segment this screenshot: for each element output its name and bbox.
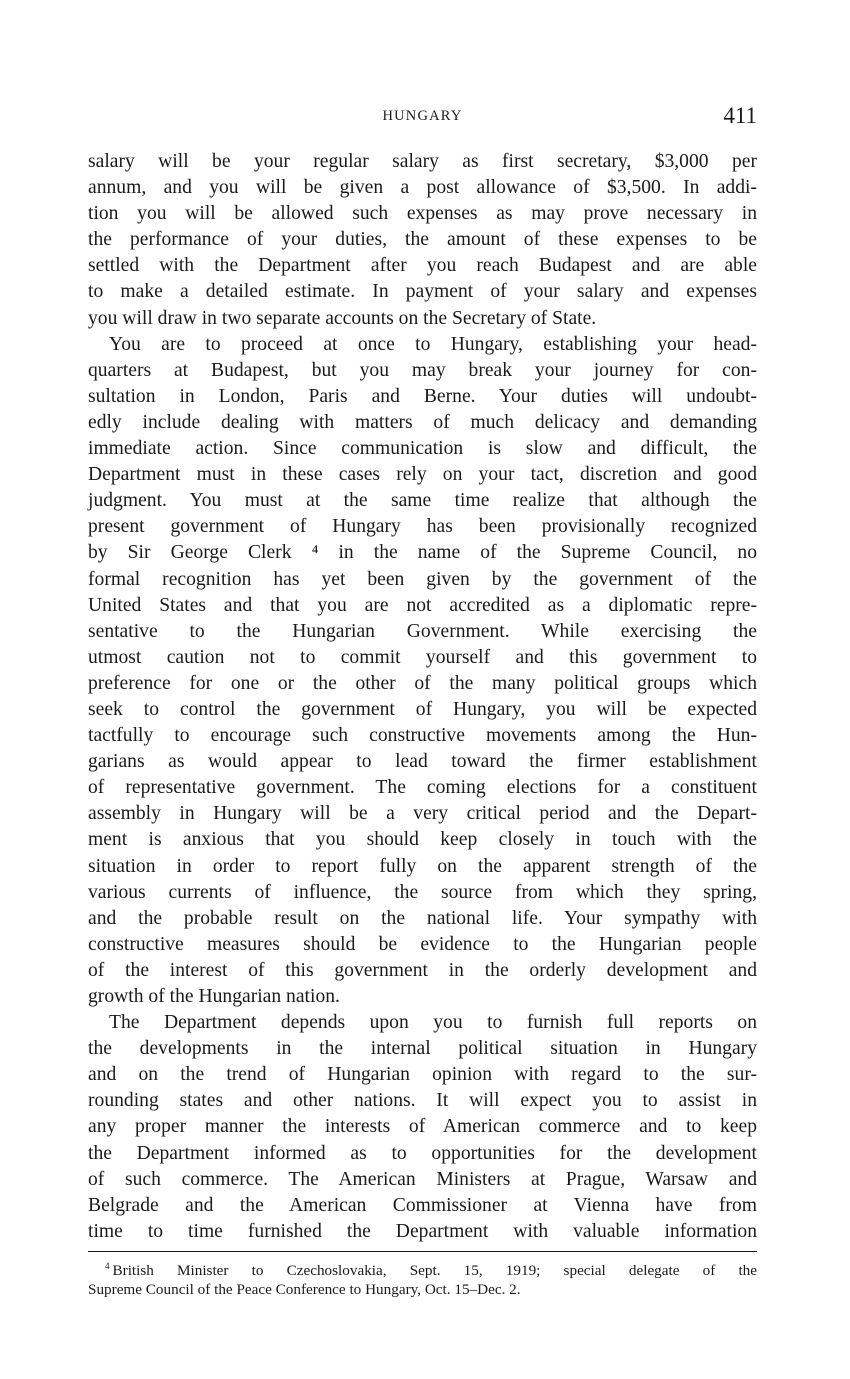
text-line: present government of Hungary has been provisionally recognized: [88, 516, 757, 538]
text-line: various currents of influence, the source from which they spring,: [88, 881, 757, 903]
body-text: [88, 149, 757, 1245]
text-line: to make a detailed estimate. In payment of your salary and expenses: [88, 281, 757, 303]
text-line: assembly in Hungary will be a very critical period and the Depart-: [88, 803, 757, 825]
page-number: 411: [723, 103, 757, 128]
text-line: of such commerce. The American Ministers at Prague, Warsaw and: [88, 1168, 757, 1190]
footnote-line: Supreme Council of the Peace Conference to Hungary, Oct. 15–Dec. 2.: [88, 1280, 521, 1298]
text-line: you will draw in two separate accounts on the Secretary of State.: [88, 307, 597, 329]
footnote-text: British Minister to Czechoslovakia, Sept. 15, 1919; special delegate of the: [112, 1262, 757, 1279]
text-line: judgment. You must at the same time realize that although the: [88, 490, 757, 512]
text-line: You are to proceed at once to Hungary, establishing your head-: [109, 333, 757, 355]
text-line: settled with the Department after you reach Budapest and are able: [88, 255, 757, 277]
paragraph-2: [88, 332, 757, 1010]
text-line: sentative to the Hungarian Government. While exercising the: [88, 620, 757, 642]
text-line: of representative government. The coming elections for a constituent: [88, 777, 757, 799]
running-title: HUNGARY: [382, 108, 463, 124]
footnote-rule: [88, 1251, 757, 1252]
text-line: of the interest of this government in the orderly development and: [88, 959, 757, 981]
text-line: ment is anxious that you should keep closely in touch with the: [88, 829, 757, 851]
text-line: garians as would appear to lead toward the firmer establishment: [88, 751, 757, 773]
text-line: tion you will be allowed such expenses as may prove necessary in: [88, 203, 757, 225]
text-line: quarters at Budapest, but you may break your journey for con-: [88, 359, 757, 381]
paragraph-1: [88, 149, 757, 332]
text-line: any proper manner the interests of American commerce and to keep: [88, 1116, 757, 1138]
text-line: immediate action. Since communication is slow and difficult, the: [88, 438, 757, 460]
text-line: and the probable result on the national life. Your sympathy with: [88, 907, 757, 929]
text-line: tactfully to encourage such constructive movements among the Hun-: [88, 725, 757, 747]
text-line: situation in order to report fully on the apparent strength of the: [88, 855, 757, 877]
text-line: The Department depends upon you to furnish full reports on: [109, 1012, 757, 1034]
paragraph-3: [88, 1010, 757, 1245]
text-line: preference for one or the other of the many political groups which: [88, 672, 757, 694]
text-line: the developments in the internal political situation in Hungary: [88, 1038, 757, 1060]
footnote: [88, 1262, 757, 1299]
text-line: edly include dealing with matters of much delicacy and demanding: [88, 411, 757, 433]
text-line: sultation in London, Paris and Berne. Your duties will undoubt-: [88, 385, 757, 407]
text-line: salary will be your regular salary as first secretary, $3,000 per: [88, 151, 757, 172]
text-line: by Sir George Clerk ⁴ in the name of the Supreme Council, no: [88, 542, 757, 564]
text-line: time to time furnished the Department with valuable information: [88, 1220, 757, 1242]
running-head: [88, 103, 757, 133]
text-line: Department must in these cases rely on your tact, discretion and good: [88, 464, 757, 486]
text-line: utmost caution not to commit yourself and this government to: [88, 646, 757, 668]
text-line: formal recognition has yet been given by the government of the: [88, 568, 757, 590]
text-line: growth of the Hungarian nation.: [88, 986, 340, 1007]
text-line: United States and that you are not accredited as a diplomatic repre-: [88, 594, 757, 616]
footnote-marker: 4: [105, 1261, 110, 1271]
text-line: and on the trend of Hungarian opinion with regard to the sur-: [88, 1064, 757, 1086]
text-line: constructive measures should be evidence to the Hungarian people: [88, 933, 757, 955]
text-line: the Department informed as to opportunities for the development: [88, 1142, 757, 1164]
text-line: rounding states and other nations. It will expect you to assist in: [88, 1090, 757, 1112]
text-line: annum, and you will be given a post allowance of $3,500. In addi-: [88, 177, 757, 199]
text-line: seek to control the government of Hungary, you will be expected: [88, 698, 757, 720]
text-line: Belgrade and the American Commissioner at Vienna have from: [88, 1194, 757, 1216]
text-line: the performance of your duties, the amount of these expenses to be: [88, 229, 757, 251]
footnote-line: [88, 1262, 757, 1281]
